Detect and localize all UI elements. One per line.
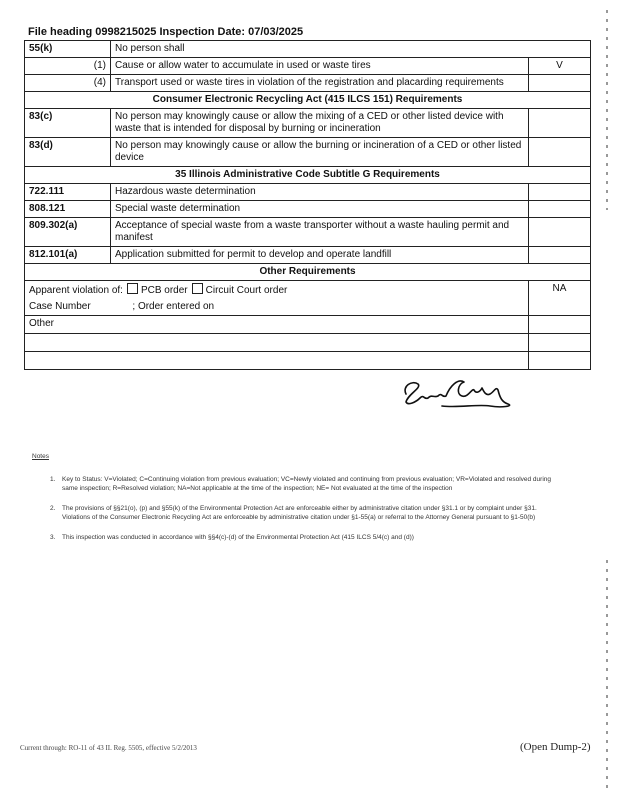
status-cell (529, 218, 591, 247)
order-entered-label: ; Order entered on (132, 301, 215, 312)
row-text: Transport used or waste tires in violation of the registration and placarding requirements (111, 75, 529, 92)
row-text: No person may knowingly cause or allow the burning or incineration of a CED or other listed device (111, 138, 529, 167)
code-cell: 83(c) (25, 109, 111, 138)
table-row (25, 299, 591, 316)
blank-row-cell (25, 352, 529, 370)
status-cell (529, 138, 591, 167)
table-row (25, 281, 591, 300)
case-number-label: Case Number (29, 301, 91, 312)
section-heading-cerp: Consumer Electronic Recycling Act (415 ILCS 151) Requirements (25, 92, 591, 109)
code-cell: 722.111 (25, 184, 111, 201)
pcb-order-label: PCB order (140, 285, 188, 296)
sub-number: (4) (25, 75, 111, 92)
status-cell (529, 184, 591, 201)
requirements-table (24, 40, 591, 370)
row-text: Special waste determination (111, 201, 529, 218)
note-item (32, 504, 552, 522)
table-row (25, 75, 591, 92)
table-row (25, 109, 591, 138)
table-row (25, 58, 591, 75)
other-label: Other (25, 316, 529, 334)
code-cell: 83(d) (25, 138, 111, 167)
status-cell (529, 75, 591, 92)
table-row (25, 247, 591, 264)
scan-edge-mark (606, 10, 608, 210)
note-item (32, 475, 552, 493)
note-text: Key to Status: V=Violated; C=Continuing violation from previous evaluation; VC=Newly violated and continuing from previous evaluation; VR=Violated and resolved during same inspection; R=Resolved violation; NA=Not applicable at the time of the inspection; NE= Not evaluated at the time of the inspection (62, 476, 551, 492)
code-55k: 55(k) (25, 41, 111, 58)
note-item (32, 533, 552, 542)
table-row (25, 184, 591, 201)
table-row (25, 218, 591, 247)
file-heading: File heading 0998215025 Inspection Date: 07/03/2025 (28, 26, 304, 38)
row-text: Hazardous waste determination (111, 184, 529, 201)
status-cell (529, 247, 591, 264)
table-row (25, 138, 591, 167)
status-cell (529, 299, 591, 316)
blank-row-cell (25, 334, 529, 352)
code-cell: 812.101(a) (25, 247, 111, 264)
case-number-cell (25, 299, 529, 316)
section-heading-other: Other Requirements (25, 264, 591, 281)
court-order-checkbox[interactable] (192, 283, 203, 294)
section-heading-iac: 35 Illinois Administrative Code Subtitle G Requirements (25, 167, 591, 184)
row-text: No person may knowingly cause or allow the mixing of a CED or other listed device with waste that is intended for disposal by burning or incineration (111, 109, 529, 138)
note-number: 3. (50, 534, 56, 541)
notes-title: Notes (32, 453, 49, 460)
table-row (25, 334, 591, 352)
note-text: This inspection was conducted in accordance with §§4(c)-(d) of the Environmental Protection Act (415 ILCS 5/4(c) and (d)) (62, 534, 414, 541)
apparent-violation-label: Apparent violation of: (29, 285, 123, 296)
note-number: 1. (50, 476, 56, 483)
footer-form-name: (Open Dump-2) (520, 741, 591, 753)
table-row (25, 352, 591, 370)
status-cell (529, 334, 591, 352)
status-cell (529, 109, 591, 138)
row-text: Application submitted for permit to develop and operate landfill (111, 247, 529, 264)
status-cell (529, 201, 591, 218)
apparent-violation-cell (25, 281, 529, 300)
notes-section (32, 452, 552, 553)
table-row (25, 316, 591, 334)
footer-citation: Current through: RO-11 of 43 II. Reg. 5505, effective 5/2/2013 (20, 744, 197, 752)
table-row (25, 41, 591, 58)
row-text: Cause or allow water to accumulate in used or waste tires (111, 58, 529, 75)
sub-number: (1) (25, 58, 111, 75)
pcb-order-checkbox[interactable] (127, 283, 138, 294)
inspector-signature (398, 372, 520, 412)
court-order-label: Circuit Court order (205, 285, 288, 296)
status-cell (529, 316, 591, 334)
status-cell: V (529, 58, 591, 75)
note-text: The provisions of §§21(o), (p) and §55(k) of the Environmental Protection Act are enforceable either by administrative citation under §31.1 or by complaint under §31. Violations of the Consumer Electronic Recycling Act are enforceable by administrative citation under §1-55(a) or referral to the Attorney General pursuant to §1-50(b) (62, 505, 537, 521)
row-text: Acceptance of special waste from a waste transporter without a waste hauling permit and manifest (111, 218, 529, 247)
code-cell: 808.121 (25, 201, 111, 218)
code-cell: 809.302(a) (25, 218, 111, 247)
status-cell: NA (529, 281, 591, 300)
row-text: No person shall (111, 41, 591, 58)
scan-edge-mark (606, 560, 608, 790)
status-cell (529, 352, 591, 370)
note-number: 2. (50, 505, 56, 512)
table-row (25, 201, 591, 218)
